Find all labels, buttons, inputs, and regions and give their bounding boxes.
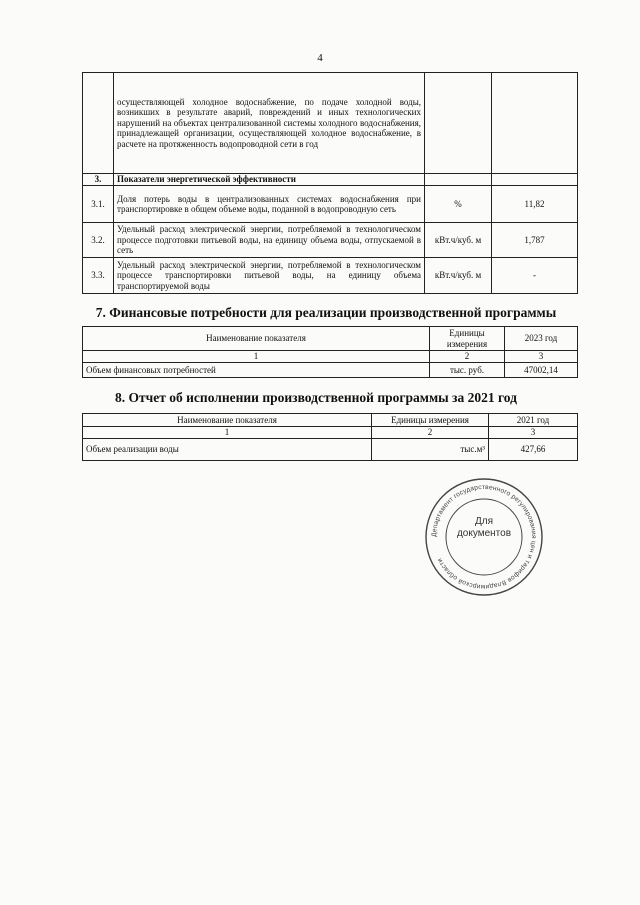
table-row xyxy=(83,223,578,258)
indicator-name: Удельный расход электрической энергии, потребляемой в технологическом процессе транспортировки питьевой воды, на единицу объема транспортируемой воды xyxy=(114,258,425,294)
indicator-name: Объем реализации воды xyxy=(83,439,372,461)
table-row xyxy=(83,363,578,378)
row-number: 3.2. xyxy=(83,223,114,258)
stamp-ring-text: Департамент государственного регулирования цен и тарифов Владимирской области xyxy=(430,483,538,591)
row-number: 3.3. xyxy=(83,258,114,294)
column-index: 2 xyxy=(430,351,505,363)
indicator-value: 47002,14 xyxy=(505,363,578,378)
indicator-name: Объем финансовых потребностей xyxy=(83,363,430,378)
column-index: 2 xyxy=(372,427,489,439)
table-row xyxy=(83,174,578,186)
column-header: Единицы измерения xyxy=(430,327,505,351)
column-index: 3 xyxy=(505,351,578,363)
indicator-unit: кВт.ч/куб. м xyxy=(425,258,492,294)
stamp-line-2: документов xyxy=(456,528,512,539)
indicator-unit: кВт.ч/куб. м xyxy=(425,223,492,258)
stamp-center-text xyxy=(423,516,545,540)
indicator-unit xyxy=(425,73,492,174)
indicators-table xyxy=(82,72,578,294)
indicator-unit: % xyxy=(425,186,492,223)
indicator-unit: тыс.м³ xyxy=(372,439,489,461)
indicator-name: осуществляющей холодное водоснабжение, по подаче холодной воды, возникших в результате аварий, повреждений и иных технологических нарушений на объектах централизованной системы холодного водоснабжения, принадлежащей организации, осуществляющей холодное водоснабжение, в расчете на протяженность водопроводной сети в год xyxy=(114,73,425,174)
table-index-row xyxy=(83,427,578,439)
program-report-table xyxy=(82,413,578,461)
indicator-unit: тыс. руб. xyxy=(430,363,505,378)
financial-needs-table xyxy=(82,326,578,378)
table-header-row xyxy=(83,414,578,427)
table-index-row xyxy=(83,351,578,363)
table-row xyxy=(83,73,578,174)
column-header: Единицы измерения xyxy=(372,414,489,427)
row-number: 3.1. xyxy=(83,186,114,223)
column-header: Наименование показателя xyxy=(83,414,372,427)
section-7-title: 7. Финансовые потребности для реализации производственной программы xyxy=(95,305,557,320)
indicator-unit xyxy=(425,174,492,186)
indicator-name: Удельный расход электрической энергии, потребляемой в технологическом процессе подготовки питьевой воды, на единицу объема воды, отпускаемой в сеть xyxy=(114,223,425,258)
column-header: 2023 год xyxy=(505,327,578,351)
table-row xyxy=(83,258,578,294)
indicator-name: Доля потерь воды в централизованных системах водоснабжения при транспортировке в общем объеме воды, поданной в водопроводную сеть xyxy=(114,186,425,223)
section-heading: Показатели энергетической эффективности xyxy=(114,174,425,186)
row-number xyxy=(83,73,114,174)
column-header: Наименование показателя xyxy=(83,327,430,351)
indicator-value: 1,787 xyxy=(492,223,578,258)
section-8-title: 8. Отчет об исполнении производственной программы за 2021 год xyxy=(115,390,517,405)
indicator-value xyxy=(492,73,578,174)
indicator-value: - xyxy=(492,258,578,294)
page-number: 4 xyxy=(317,52,323,64)
table-header-row xyxy=(83,327,578,351)
row-number: 3. xyxy=(83,174,114,186)
stamp-line-1: Для xyxy=(474,516,494,527)
indicator-value: 427,66 xyxy=(489,439,578,461)
table-row xyxy=(83,186,578,223)
table-row xyxy=(83,439,578,461)
indicator-value xyxy=(492,174,578,186)
indicator-value: 11,82 xyxy=(492,186,578,223)
column-index: 1 xyxy=(83,351,430,363)
column-header: 2021 год xyxy=(489,414,578,427)
column-index: 1 xyxy=(83,427,372,439)
column-index: 3 xyxy=(489,427,578,439)
